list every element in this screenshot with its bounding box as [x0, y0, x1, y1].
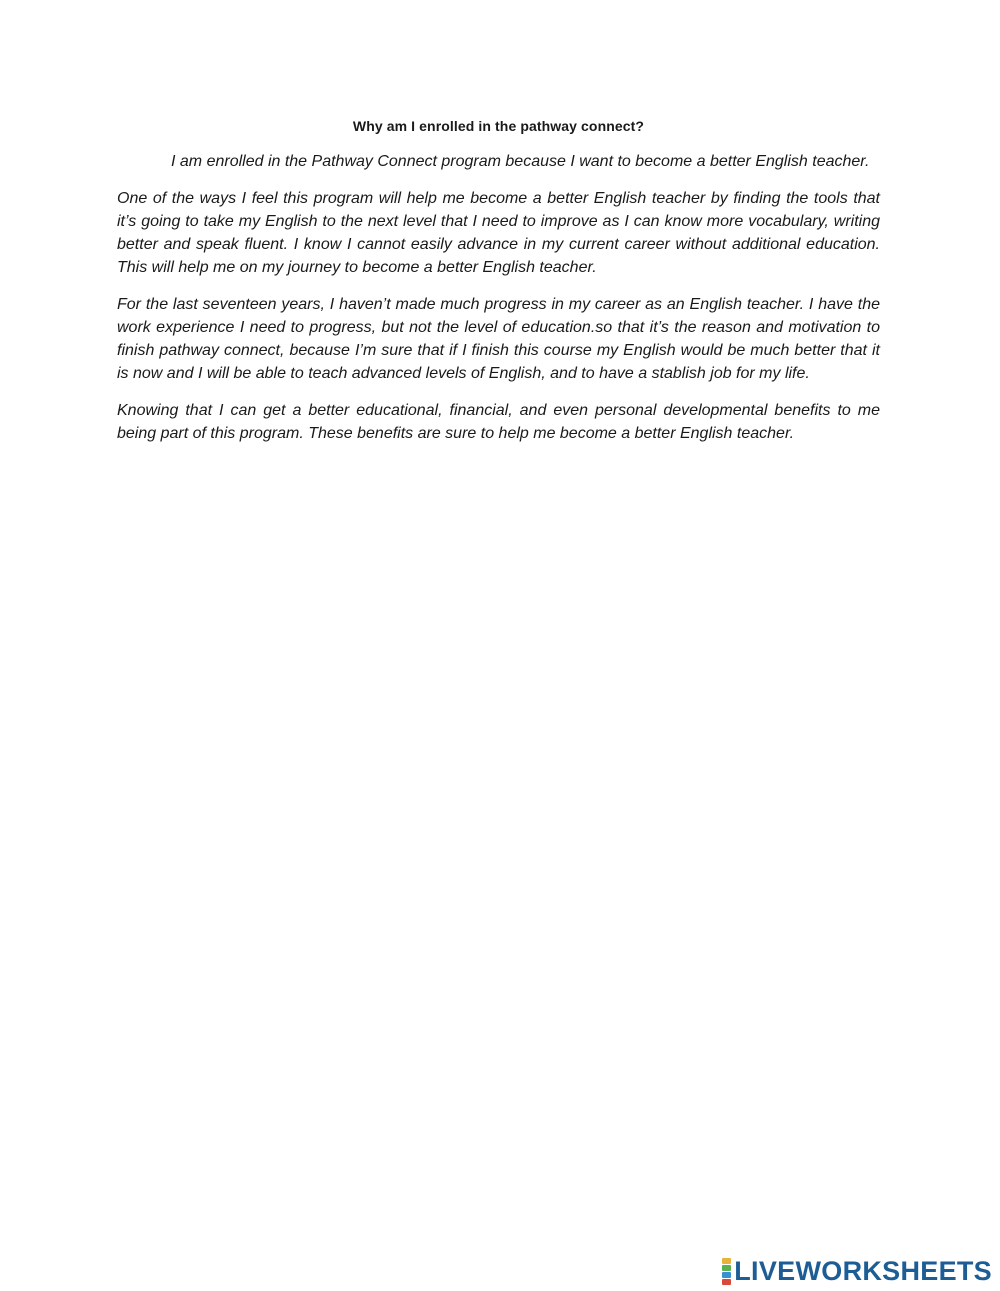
paragraph-2: One of the ways I feel this program will help me become a better English teacher by finding the tools that it’s going to take my English to the next level that I need to improve as I can know more vocabulary, writing better and speak fluent. I know I cannot easily advance in my current career without additional education. This will help me on my journey to become a better English teacher. [117, 190, 880, 276]
document-title: Why am I enrolled in the pathway connect? [352, 118, 645, 134]
logo-badge-block [722, 1279, 731, 1285]
logo-text: LIVEWORKSHEETS [734, 1256, 992, 1286]
logo-badge-block [722, 1272, 731, 1278]
liveworksheets-logo [722, 1256, 992, 1286]
logo-badge-block [722, 1258, 731, 1264]
worksheet-page [117, 118, 880, 459]
paragraph-1: I am enrolled in the Pathway Connect program because I want to become a better English teacher. [171, 153, 870, 170]
logo-badge-block [722, 1265, 731, 1271]
paragraph-4: Knowing that I can get a better educational, financial, and even personal developmental benefits to me being part of this program. These benefits are sure to help me become a better English teacher. [117, 402, 880, 442]
logo-badge-icon [722, 1258, 731, 1285]
paragraph-3: For the last seventeen years, I haven’t made much progress in my career as an English teacher. I have the work experience I need to progress, but not the level of education.so that it’s the reason and motivation to finish pathway connect, because I’m sure that if I finish this course my English would be much better that it is now and I will be able to teach advanced levels of English, and to have a stablish job for my life. [117, 296, 880, 382]
